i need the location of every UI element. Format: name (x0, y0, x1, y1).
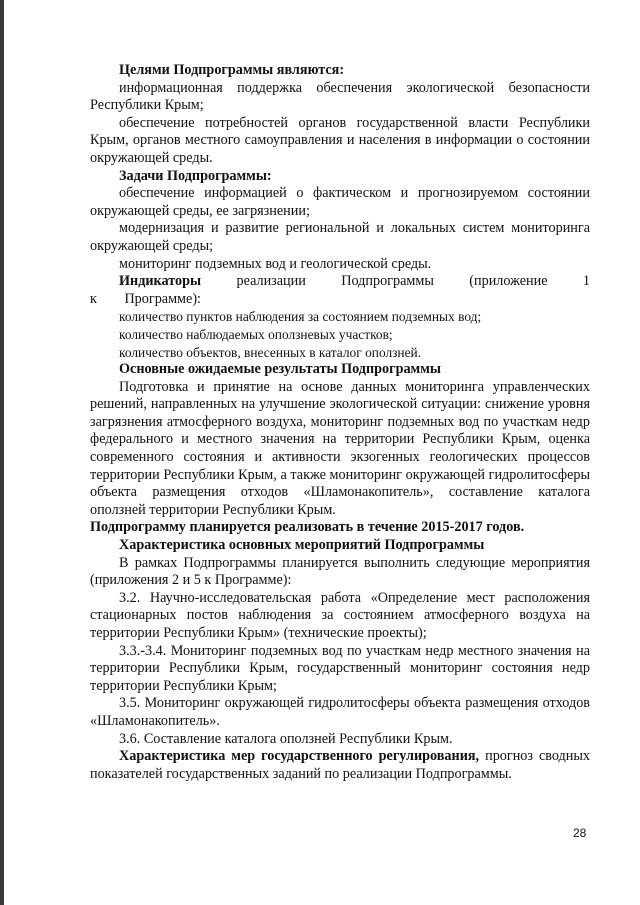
paragraph-regulation (90, 748, 590, 783)
list-item: количество наблюдаемых оползневых участков; (119, 326, 393, 342)
regulation-text: прогноз сводных показателей государственных заданий по реализации Подпрограммы. (90, 748, 590, 782)
heading-results: Основные ожидаемые результаты Подпрограммы (119, 361, 441, 378)
indicators-bold: Индикаторы (119, 273, 202, 290)
page-content (90, 62, 590, 783)
scan-edge (0, 0, 4, 905)
paragraph: обеспечение потребностей органов государственной власти Республики Крым, органов местного самоуправления и населения в информации о состоянии окружающей среды. (90, 114, 590, 166)
indicators-text: реализации Подпрограммы (приложение 1 к Программе): (90, 273, 590, 307)
paragraph: 3.5. Мониторинг окружающей гидролитосферы объекта размещения отходов «Шламонакопитель». (90, 695, 590, 729)
list-item: количество объектов, внесенных в каталог оползней. (119, 344, 422, 360)
paragraph: 3.3.-3.4. Мониторинг подземных вод по участкам недр местного значения на территории Республики Крым, государственный мониторинг состояния недр территории Республики Крым; (90, 642, 590, 694)
list-item: количество пунктов наблюдения за состоянием подземных вод; (119, 309, 482, 325)
paragraph: модернизация и развитие региональной и локальных систем мониторинга окружающей среды; (90, 220, 590, 254)
heading-period: Подпрограмму планируется реализовать в течение 2015-2017 годов. (90, 519, 525, 536)
paragraph: 3.6. Составление каталога оползней Республики Крым. (119, 730, 453, 747)
heading-activities: Характеристика основных мероприятий Подпрограммы (119, 537, 485, 554)
regulation-bold: Характеристика мер государственного регулирования, (119, 748, 480, 765)
paragraph: В рамках Подпрограммы планируется выполнить следующие мероприятия (приложения 2 и 5 к Программе): (90, 554, 590, 589)
paragraph: Подготовка и принятие на основе данных мониторинга управленческих решений, направленных на улучшение экологической ситуации: снижение уровня загрязнения атмосферного воздуха, мониторинг подземных вод по участкам недр федерального и местного значения на территории Республики Крым, оценка современного состояния и активности экзогенных геологических процессов территории Республики Крым, а также мониторинг окружающей гидролитосферы объекта размещения отходов «Шламонакопитель», составление каталога оползней территории Республики Крым. (90, 378, 590, 518)
paragraph: обеспечение информацией о фактическом и прогнозируемом состоянии окружающей среды, ее загрязнении; (90, 185, 590, 219)
paragraph: информационная поддержка обеспечения экологической безопасности Республики Крым; (90, 79, 590, 114)
paragraph: мониторинг подземных вод и геологической среды. (119, 255, 432, 272)
paragraph: 3.2. Научно-исследовательская работа «Определение мест расположения стационарных постов наблюдения за состоянием атмосферного воздуха на территории Республики Крым» (технические проекты); (90, 589, 590, 641)
page-number: 28 (573, 826, 587, 840)
heading-tasks: Задачи Подпрограммы: (119, 167, 272, 184)
paragraph-indicators (90, 273, 590, 308)
heading-goals: Целями Подпрограммы являются: (119, 62, 345, 78)
